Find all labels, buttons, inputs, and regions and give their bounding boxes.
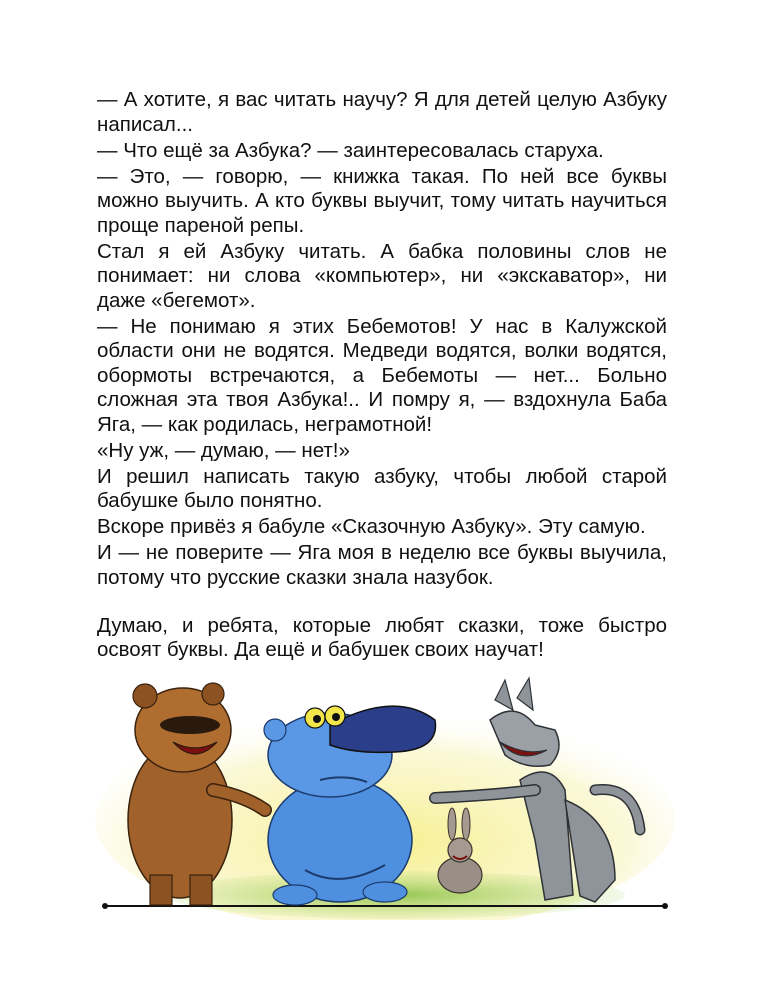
paragraph: «Ну уж, — думаю, — нет!» xyxy=(97,438,350,462)
ground-line-dot-left xyxy=(102,903,108,909)
paragraph: Стал я ей Азбуку читать. А бабка половины слов не понимает: ни слова «компьютер», ни «экскаватор», ни даже «бегемот». xyxy=(97,239,667,312)
paragraph: Вскоре привёз я бабуле «Сказочную Азбуку». Эту самую. xyxy=(97,515,646,538)
closing-paragraph: Думаю, и ребята, которые любят сказки, тоже быстро освоят буквы. Да ещё и бабушек своих научат! xyxy=(97,613,667,661)
story-text xyxy=(97,88,667,664)
paragraph: — Это, — говорю, — книжка такая. По ней все буквы можно выучить. А кто буквы выучит, тому читать научиться проще пареной репы. xyxy=(97,164,667,237)
paragraph: — Что ещё за Азбука? — заинтересовалась старуха. xyxy=(97,138,604,162)
paragraph: И — не поверите — Яга моя в неделю все буквы выучила, потому что русские сказки знала назубок. xyxy=(97,541,667,589)
paragraph: — Не понимаю я этих Бебемотов! У нас в Калужской области они не водятся. Медведи водятся, волки водятся, обормоты встречаются, а Бебемоты — нет... Больно сложная эта твоя Азбука!.. И помру я, — вздохнула Баба Яга, — как родилась, неграмотной! xyxy=(97,314,667,436)
paragraph: И решил написать такую азбуку, чтобы любой старой бабушке было понятно. xyxy=(97,464,667,512)
paragraph: — А хотите, я вас читать научу? Я для детей целую Азбуку написал... xyxy=(97,88,667,136)
paragraph-gap xyxy=(97,592,667,614)
ground-line-dot-right xyxy=(662,903,668,909)
animals-illustration xyxy=(95,670,675,920)
